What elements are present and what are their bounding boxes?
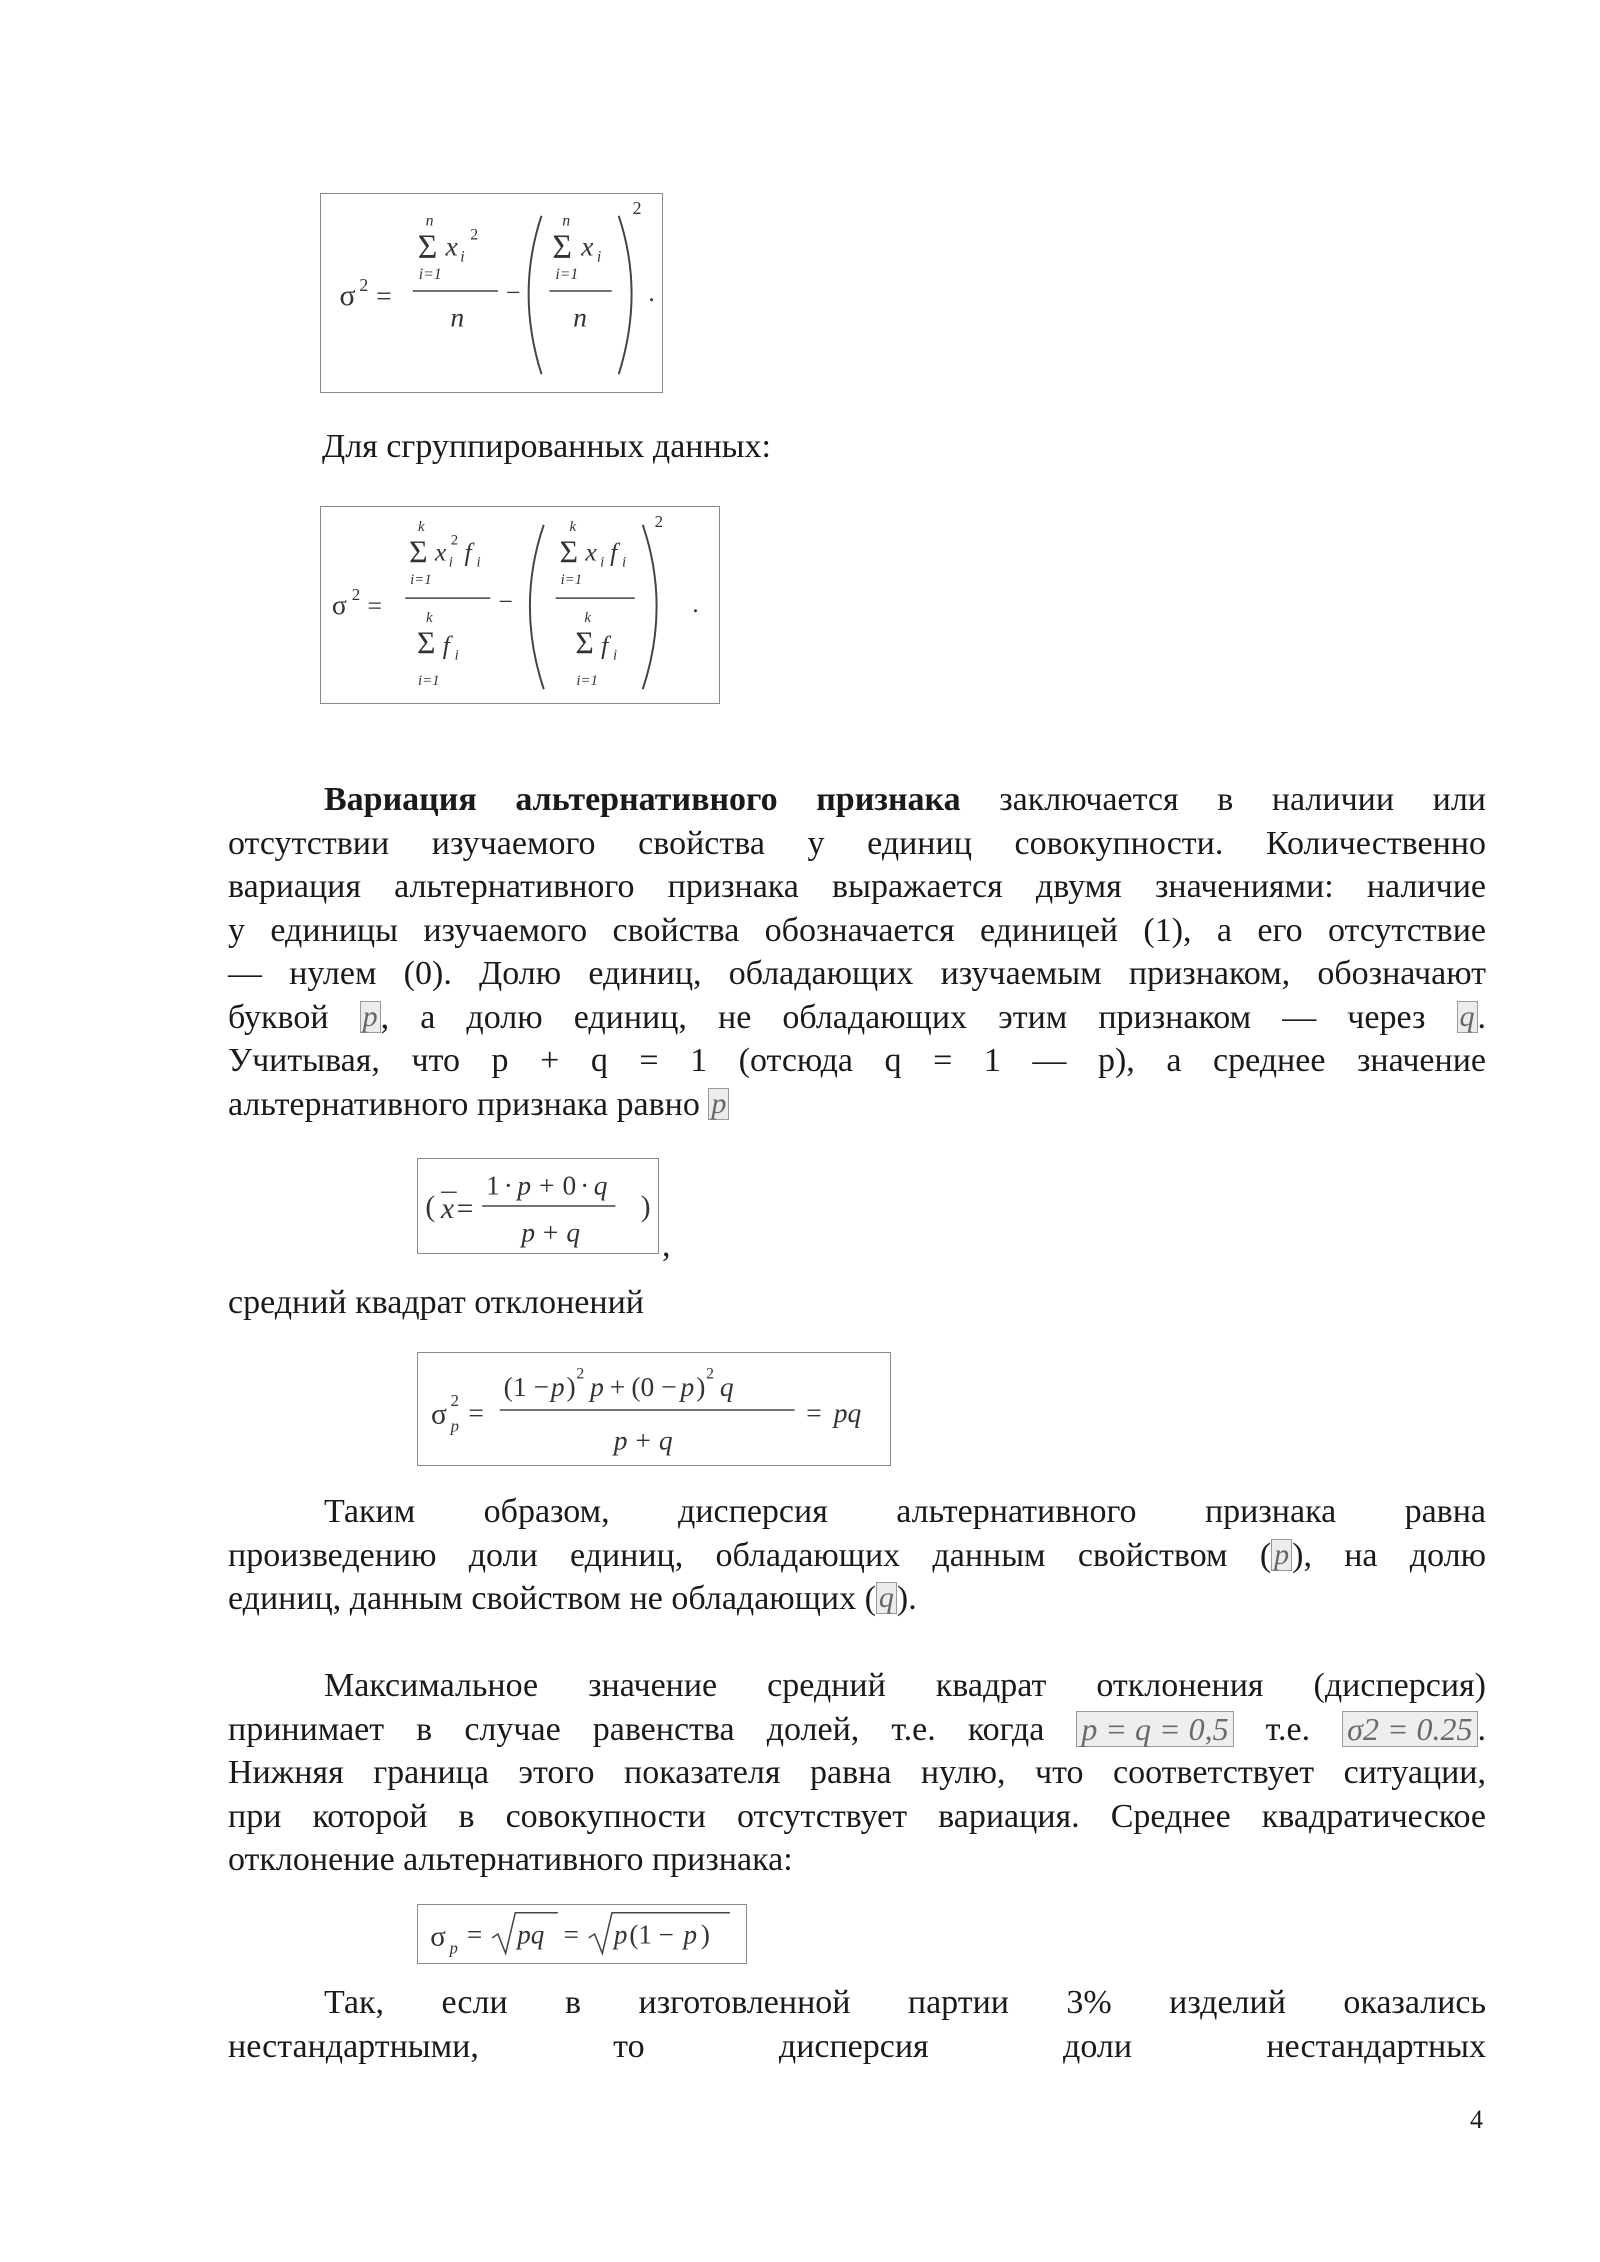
alternative-variance-formula-graphic: [418, 1353, 890, 1465]
text-run: ), на долю: [1292, 1536, 1486, 1574]
paragraph-line: Максимальное значение средний квадрат отклонения (дисперсия): [324, 1667, 1486, 1704]
svg-text:): ): [566, 1371, 576, 1403]
svg-text:2: 2: [654, 511, 664, 531]
svg-text:Σ: Σ: [552, 228, 572, 266]
svg-text:i=1: i=1: [560, 572, 583, 589]
text-run: , а долю единиц, не обладающих этим признаком — через: [380, 998, 1426, 1036]
svg-text:i=1: i=1: [418, 673, 440, 690]
svg-text:x: x: [441, 1192, 455, 1225]
page-number: 4: [1470, 2105, 1483, 2134]
svg-text:σ: σ: [430, 1398, 447, 1431]
svg-text:p: p: [590, 1371, 604, 1403]
svg-text:(1 −: (1 −: [629, 1919, 674, 1950]
text-run: т.е.: [1265, 1710, 1311, 1748]
svg-text:pq: pq: [517, 1919, 545, 1950]
svg-text:n: n: [573, 301, 588, 333]
paragraph-maximum-value: [228, 1664, 1486, 1882]
svg-text:f: f: [442, 630, 450, 660]
paragraph-line: у единицы изучаемого свойства обозначается единицей (1), а его отсутствие: [228, 911, 1486, 949]
text-run: единиц, данным свойством не обладающих (: [228, 1580, 876, 1617]
svg-text:pq: pq: [833, 1396, 862, 1428]
svg-text:f: f: [464, 537, 472, 567]
paragraph-line: Так, если в изготовленной партии 3% изделий оказались: [324, 1984, 1486, 2021]
mean-formula-graphic: [418, 1159, 658, 1253]
symbol-q-image: q: [876, 1582, 897, 1614]
svg-text:0: 0: [562, 1170, 577, 1201]
svg-text:i=1: i=1: [576, 673, 598, 690]
svg-text:n: n: [450, 301, 465, 333]
svg-text:σ: σ: [331, 588, 347, 620]
svg-text:=: =: [466, 1919, 483, 1950]
text-run: заключается в наличии или: [999, 781, 1486, 818]
bold-term: Вариация альтернативного признака: [324, 781, 961, 818]
paragraph-line: [228, 1534, 1486, 1578]
paragraph-line: Нижняя граница этого показателя равна нулю, что соответствует ситуации,: [228, 1754, 1486, 1791]
svg-text:i: i: [613, 647, 618, 664]
svg-text:−: −: [505, 277, 521, 307]
svg-text:p: p: [683, 1919, 698, 1950]
paragraph-line: отсутствии изучаемого свойства у единиц совокупности. Количественно: [228, 824, 1486, 862]
paragraph-line: вариация альтернативного признака выражается двумя значениями: наличие: [228, 868, 1486, 905]
paragraph-line: отклонение альтернативного признака:: [228, 1841, 793, 1878]
svg-text:k: k: [418, 518, 425, 535]
paragraph-line: Таким образом, дисперсия альтернативного признака равна: [324, 1493, 1486, 1530]
paragraph-line: — нулем (0). Долю единиц, обладающих изучаемым признаком, обозначают: [228, 955, 1486, 992]
svg-text:i: i: [600, 554, 605, 571]
svg-text:x: x: [434, 537, 447, 567]
svg-text:·: ·: [503, 1170, 513, 1201]
mean-formula: [417, 1158, 659, 1254]
svg-text:Σ: Σ: [409, 534, 428, 570]
svg-text:k: k: [569, 518, 577, 535]
svg-text:σ: σ: [430, 1920, 446, 1953]
svg-text:i: i: [460, 248, 465, 266]
svg-text:=: =: [563, 1919, 579, 1950]
svg-text:Σ: Σ: [417, 228, 438, 266]
svg-text:i=1: i=1: [555, 266, 579, 284]
paragraph-line: [228, 1083, 1486, 1127]
svg-text:2: 2: [632, 197, 642, 218]
svg-text:.: .: [692, 588, 699, 618]
svg-text:=: =: [367, 590, 383, 620]
svg-text:+: +: [542, 1217, 559, 1248]
paragraph-line: [228, 1577, 1486, 1621]
svg-text:i: i: [454, 647, 459, 664]
svg-text:Σ: Σ: [417, 625, 436, 661]
svg-text:x: x: [445, 230, 458, 262]
svg-text:p: p: [517, 1170, 532, 1201]
comma: ,: [662, 1227, 671, 1264]
svg-text:f: f: [610, 537, 618, 567]
svg-text:p: p: [550, 1371, 565, 1403]
svg-text:2: 2: [706, 1365, 714, 1383]
svg-text:.: .: [648, 277, 655, 307]
paragraph-line: принимает в случае равенства долей, т.е. когда p = q = 0,5 т.е. σ2 = 0.25 .: [228, 1710, 1487, 1748]
svg-text:q: q: [719, 1371, 734, 1403]
symbol-p-image: p: [360, 1001, 381, 1033]
svg-text:−: −: [498, 586, 513, 616]
text-run: альтернативного признака равно: [228, 1085, 700, 1123]
svg-text:(0 −: (0 −: [631, 1371, 677, 1403]
svg-text:p: p: [521, 1217, 536, 1248]
svg-text:(: (: [425, 1190, 436, 1223]
svg-text:2: 2: [470, 226, 479, 244]
svg-text:i: i: [621, 554, 627, 571]
mean-square-label: средний квадрат отклонений: [228, 1284, 644, 1321]
paragraph-line: [228, 778, 1486, 822]
svg-text:i: i: [448, 554, 453, 571]
svg-text:+: +: [609, 1371, 626, 1403]
symbol-q-image: q: [1457, 1001, 1478, 1033]
svg-text:n: n: [562, 212, 571, 230]
svg-text:q: q: [566, 1217, 581, 1248]
text-run: принимает в случае равенства долей, т.е. когда: [228, 1710, 1045, 1748]
symbol-p-image: p: [1271, 1539, 1292, 1571]
svg-text:p: p: [450, 1416, 459, 1436]
svg-text:p: p: [613, 1919, 628, 1950]
svg-text:2: 2: [450, 532, 459, 549]
svg-text:p: p: [613, 1424, 628, 1456]
svg-text:2: 2: [576, 1365, 585, 1383]
paragraph-variance-conclusion: [228, 1490, 1486, 1621]
variance-formula-grouped: [320, 506, 720, 704]
alternative-variance-formula: [417, 1352, 891, 1466]
svg-text:p: p: [449, 1938, 458, 1958]
variance-formula-ungrouped-graphic: [321, 194, 662, 392]
svg-text:=: =: [376, 279, 392, 311]
svg-text:x: x: [581, 230, 594, 262]
paragraph-example: [228, 1981, 1486, 2068]
paragraph-alternative-variation: [228, 778, 1486, 1126]
symbol-p-image: p: [708, 1088, 729, 1120]
svg-text:q: q: [658, 1424, 673, 1456]
variance-formula-ungrouped: [320, 193, 663, 393]
variance-formula-grouped-graphic: [321, 507, 719, 703]
svg-text:k: k: [584, 609, 591, 626]
svg-text:Σ: Σ: [559, 534, 579, 570]
svg-text:σ: σ: [339, 279, 356, 312]
paragraph-line: Учитывая, что p + q = 1 (отсюда q = 1 — p), а среднее значение: [228, 1042, 1486, 1079]
svg-text:k: k: [425, 609, 433, 626]
svg-text:i=1: i=1: [410, 572, 432, 589]
grouped-data-label: Для сгруппированных данных:: [322, 428, 771, 465]
svg-text:+: +: [635, 1424, 651, 1456]
svg-text:2: 2: [351, 585, 361, 605]
svg-text:2: 2: [359, 275, 369, 296]
alternative-std-deviation-formula-graphic: [418, 1905, 746, 1963]
svg-text:=: =: [806, 1396, 822, 1428]
svg-text:q: q: [593, 1170, 608, 1201]
paragraph-line: при которой в совокупности отсутствует вариация. Среднее квадратическое: [228, 1797, 1486, 1835]
svg-text:+: +: [538, 1170, 555, 1201]
svg-text:Σ: Σ: [575, 625, 594, 661]
svg-text:·: ·: [580, 1170, 590, 1201]
svg-text:f: f: [601, 630, 609, 660]
svg-text:1: 1: [486, 1170, 500, 1201]
svg-text:x: x: [585, 537, 597, 567]
svg-text:2: 2: [450, 1391, 459, 1411]
svg-text:): ): [640, 1190, 651, 1223]
svg-text:p: p: [680, 1371, 695, 1403]
svg-text:i: i: [596, 248, 602, 266]
svg-text:): ): [696, 1371, 706, 1403]
svg-text:): ): [700, 1919, 710, 1950]
svg-text:i=1: i=1: [418, 266, 442, 284]
svg-text:n: n: [425, 212, 434, 230]
paragraph-line: буквой p, а долю единиц, не обладающих этим признаком — через q.: [228, 998, 1487, 1036]
svg-text:=: =: [456, 1192, 474, 1225]
equal-shares-equation: p = q = 0,5: [1076, 1711, 1233, 1747]
alternative-std-deviation-formula: [417, 1904, 747, 1964]
text-run: ).: [896, 1580, 917, 1617]
svg-text:=: =: [468, 1396, 484, 1428]
text-run: произведению доли единиц, обладающих данным свойством (: [228, 1536, 1272, 1574]
max-variance-equation: σ2 = 0.25: [1342, 1711, 1477, 1747]
text-run: буквой: [228, 998, 329, 1036]
svg-text:i: i: [476, 554, 481, 571]
svg-text:(1 −: (1 −: [503, 1371, 549, 1403]
paragraph-line: нестандартными, то дисперсия доли нестандартных: [228, 2027, 1486, 2065]
